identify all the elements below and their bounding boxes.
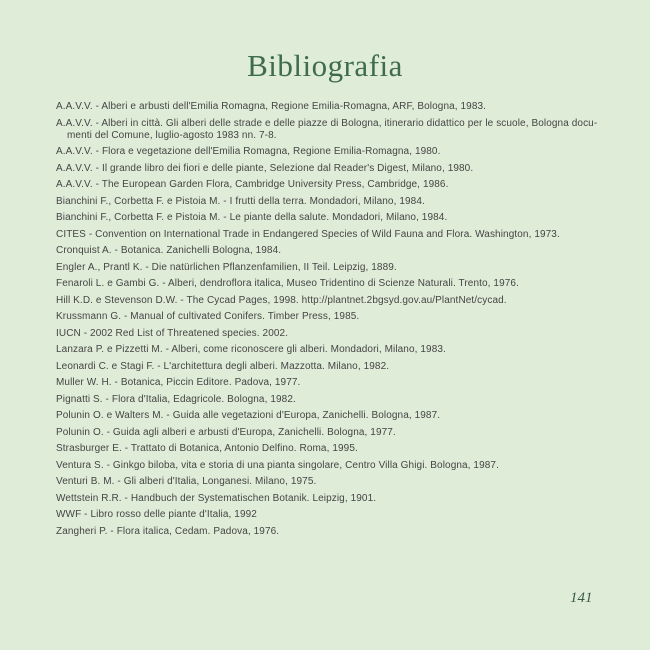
entry-line: Bianchini F., Corbetta F. e Pistoia M. - I frutti della terra. Mondadori, Milano, 1984. — [56, 195, 425, 207]
bibliography-entry — [56, 427, 616, 439]
bibliography-entry — [56, 328, 616, 340]
entry-line: Strasburger E. - Trattato di Botanica, Antonio Delfino. Roma, 1995. — [56, 443, 358, 454]
entry-line: Leonardi C. e Stagi F. - L'architettura degli alberi. Mazzotta. Milano, 1982. — [56, 360, 390, 372]
bibliography-entry — [56, 460, 616, 472]
bibliography-entry — [56, 311, 616, 323]
entry-line: Polunin O. - Guida agli alberi e arbusti d'Europa, Zanichelli. Bologna, 1977. — [56, 426, 396, 438]
bibliography-entry — [56, 245, 616, 257]
entry-line: A.A.V.V. - Flora e vegetazione dell'Emilia Romagna, Regione Emilia-Romagna, 1980. — [56, 146, 441, 157]
entry-line: Cronquist A. - Botanica. Zanichelli Bologna, 1984. — [56, 245, 282, 256]
entry-line: Polunin O. e Walters M. - Guida alle vegetazioni d'Europa, Zanichelli. Bologna, 1987. — [56, 410, 441, 421]
bibliography-entry — [56, 394, 616, 406]
entry-line: Venturi B. M. - Gli alberi d'Italia, Longanesi. Milano, 1975. — [56, 476, 317, 487]
bibliography-entry — [56, 344, 616, 356]
bibliography-entry — [56, 101, 616, 113]
entry-line: Lanzara P. e Pizzetti M. - Alberi, come riconoscere gli alberi. Mondadori, Milano, 1983. — [56, 344, 446, 355]
entry-line: Krussmann G. - Manual of cultivated Conifers. Timber Press, 1985. — [56, 311, 360, 322]
entry-line: Wettstein R.R. - Handbuch der Systematischen Botanik. Leipzig, 1901. — [56, 492, 377, 504]
bibliography-entry — [56, 262, 616, 274]
bibliography-entry — [56, 179, 616, 191]
bibliography-entry — [56, 212, 616, 224]
entry-line: Pignatti S. - Flora d'Italia, Edagricole. Bologna, 1982. — [56, 393, 296, 405]
entry-line: Hill K.D. e Stevenson D.W. - The Cycad Pages, 1998. http://plantnet.2bgsyd.gov.au/PlantNet/cycad. — [56, 294, 507, 306]
bibliography-entry — [56, 146, 616, 158]
entry-line: Fenaroli L. e Gambi G. - Alberi, dendroflora italica, Museo Tridentino di Scienze Naturali. Trento, 1976. — [56, 278, 519, 289]
entry-line: A.A.V.V. - Il grande libro dei fiori e delle piante, Selezione dal Reader's Digest, Milano, 1980. — [56, 162, 474, 174]
page-number: 141 — [570, 590, 593, 606]
bibliography-entry — [56, 410, 616, 422]
entry-line: WWF - Libro rosso delle piante d'Italia, 1992 — [56, 509, 257, 520]
entry-line: Zangheri P. - Flora italica, Cedam. Padova, 1976. — [56, 525, 280, 537]
bibliography-entry — [56, 377, 616, 389]
bibliography-entry — [56, 295, 616, 307]
entry-line: Bianchini F., Corbetta F. e Pistoia M. - Le piante della salute. Mondadori, Milano, 1984. — [56, 212, 448, 223]
bibliography-entry — [56, 229, 616, 241]
bibliography-entry — [56, 493, 616, 505]
entry-line: Ventura S. - Ginkgo biloba, vita e storia di una pianta singolare, Centro Villa Ghigi. Bologna, 1987. — [56, 459, 499, 471]
entry-line-continuation: menti del Comune, luglio-agosto 1983 nn. 7-8. — [67, 129, 277, 141]
bibliography-entry — [56, 443, 616, 455]
bibliography-entry — [56, 196, 616, 208]
entry-line: A.A.V.V. - The European Garden Flora, Cambridge University Press, Cambridge, 1986. — [56, 179, 449, 190]
bibliography-entry — [56, 278, 616, 290]
bibliography-entry — [56, 118, 616, 142]
entry-line: A.A.V.V. - Alberi in città. Gli alberi delle strade e delle piazze di Bologna, itinerario didattico per le scuole, Bologna docu- — [56, 117, 598, 129]
bibliography-list — [56, 101, 616, 542]
entry-line: Muller W. H. - Botanica, Piccin Editore. Padova, 1977. — [56, 377, 301, 388]
entry-line: IUCN - 2002 Red List of Threatened species. 2002. — [56, 327, 289, 339]
bibliography-entry — [56, 526, 616, 538]
bibliography-entry — [56, 361, 616, 373]
bibliography-entry — [56, 509, 616, 521]
entry-line: CITES - Convention on International Trade in Endangered Species of Wild Fauna and Flora. Washington, 1973. — [56, 228, 560, 240]
entry-line: Engler A., Prantl K. - Die natürlichen Pflanzenfamilien, II Teil. Leipzig, 1889. — [56, 261, 397, 273]
page-title: Bibliografia — [247, 48, 403, 83]
bibliography-entry — [56, 163, 616, 175]
bibliography-entry — [56, 476, 616, 488]
entry-line: A.A.V.V. - Alberi e arbusti dell'Emilia Romagna, Regione Emilia-Romagna, ARF, Bologna, 1983. — [56, 101, 487, 112]
